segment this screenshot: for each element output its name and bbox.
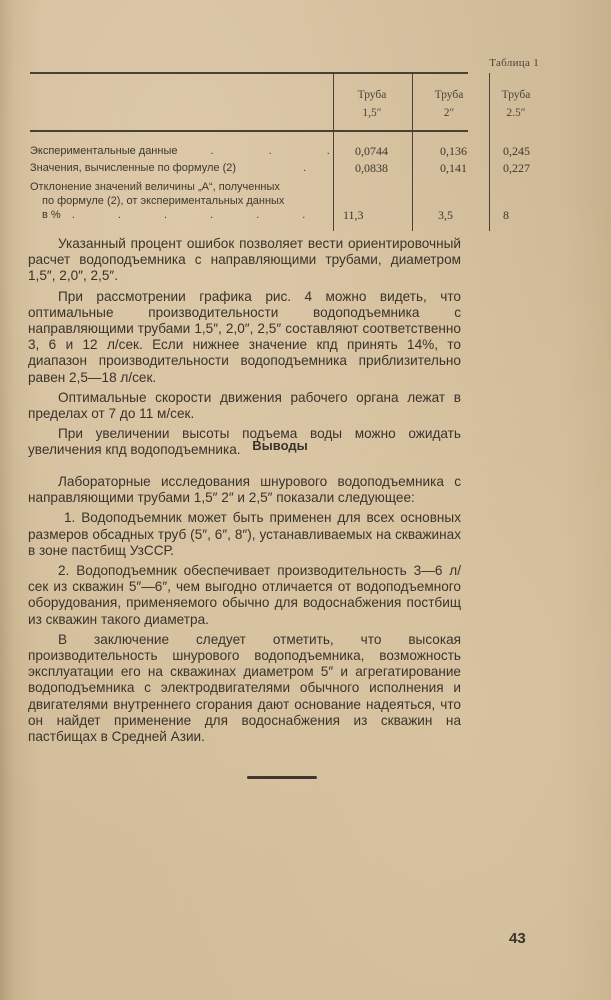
header-line: Труба <box>434 89 464 101</box>
header-line: 2.5″ <box>506 107 526 119</box>
leader-dots: . <box>303 162 333 174</box>
table-header-col-1 <box>342 86 402 122</box>
paragraph: Указанный процент ошибок позволяет вести ориентировочный расчет водоподъемника с направляющими трубами, диаметром 1,5″, 2,0″, 2,5″. <box>28 236 461 284</box>
conclusions-text-block <box>28 474 461 749</box>
table-cell: 3,5 <box>438 208 453 222</box>
header-line: Труба <box>357 89 387 101</box>
table-cell: 0,136 <box>440 144 467 158</box>
row-label-text: Значения, вычисленные по формуле (2) <box>30 162 237 174</box>
list-item: 2. Водоподъемник обеспечивает производительность 3—6 л/сек из скважин 5″—6″, чем выгодно отличается от водоподъемного оборудования, применяемого обычно для водоснабжения постбищ из скважин такого диаметра. <box>28 563 461 627</box>
table-cell: 0,0838 <box>355 161 388 175</box>
header-line: 1,5″ <box>362 107 382 119</box>
page-number: 43 <box>509 930 526 947</box>
row-label-text: Экспериментальные данные <box>30 145 178 157</box>
table-caption: Таблица 1 <box>489 57 539 69</box>
table-row-label <box>30 161 332 175</box>
table-header-col-3 <box>486 86 546 122</box>
paragraph: При увеличении высоты подъема воды можно ожидать увеличения кпд водоподъемника. <box>28 426 461 458</box>
table-cell: 0,245 <box>503 144 530 158</box>
table-header-col-2 <box>419 86 479 122</box>
paragraph: Оптимальные скорости движения рабочего органа лежат в пределах от 7 до 11 м/сек. <box>28 389 461 422</box>
table-header-rule <box>30 130 468 132</box>
table-cell: 0,0744 <box>355 144 388 158</box>
section-heading: Выводы <box>252 438 308 453</box>
table-cell: 0,141 <box>440 161 467 175</box>
table-top-rule <box>30 72 468 74</box>
leader-dots: . . . . . . <box>71 209 326 221</box>
table-cell: 8 <box>503 208 509 222</box>
row-label-text: в % <box>42 209 61 221</box>
table-row-label <box>30 180 325 222</box>
header-line: Труба <box>501 89 531 101</box>
section-end-rule <box>247 776 317 779</box>
list-item: 1. Водоподъемник может быть применен для всех основных размеров обсадных труб (5″, 6″, 8″), устанавливаемых на скважинах в зоне пастбищ УзССР. <box>28 510 461 558</box>
paragraph: В заключение следует отметить, что высокая производительность шнурового водоподъемника, возможность эксплуатации его на скважинах диаметром 5″ и агрегатирование водоподъемника с электродвигателями обычного исполнения и двигателями внутреннего сгорания дают основание надеяться, что он найдет применение для водоснабжения из скважин на пастбищах в Средней Азии. <box>28 631 461 745</box>
header-line: 2″ <box>443 107 455 119</box>
body-text-block <box>28 236 461 463</box>
leader-dots: . . . <box>210 145 356 157</box>
paragraph: Лабораторные исследования шнурового водоподъемника с направляющими трубами 1,5″ 2″ и 2,5″ показали следующее: <box>28 474 461 506</box>
table-cell: 11,3 <box>343 208 364 222</box>
paragraph: При рассмотрении графика рис. 4 можно видеть, что оптимальные производительности водоподъемника с направляющими трубами 1,5″, 2,0″, 2,5″ составляют соответственно 3, 6 и 12 л/сек. Если нижнее значение кпд принять 14%, то диапазон производительности водоподъемника приблизительно равен 2,5—18 л/сек. <box>28 288 461 385</box>
table-column-divider <box>412 73 413 231</box>
table-row-label <box>30 144 356 158</box>
row-label-text: по формуле (2), от экспериментальных данных <box>42 195 285 207</box>
row-label-text: Отклонение значений величины „А“, полученных <box>30 181 280 193</box>
table-cell: 0,227 <box>503 161 530 175</box>
